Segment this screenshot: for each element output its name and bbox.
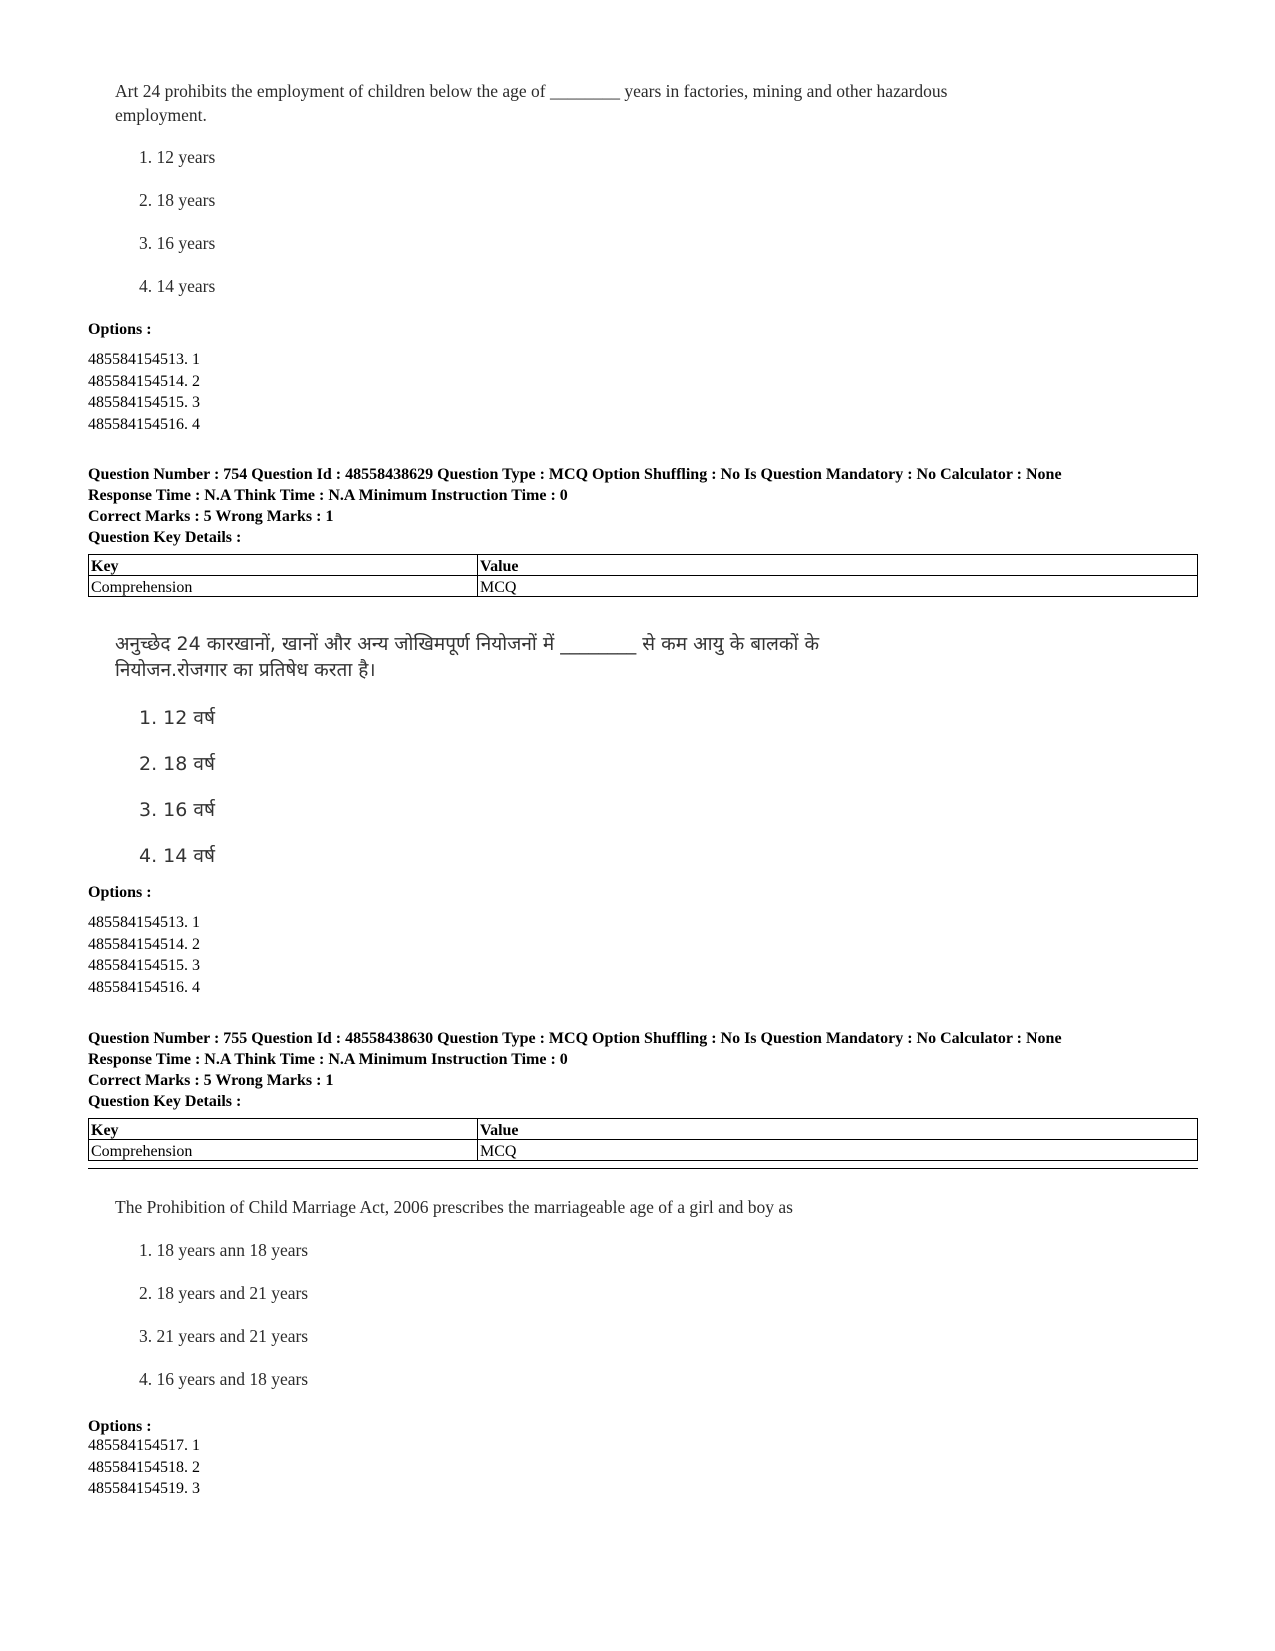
question-image-art24-en: [115, 80, 975, 296]
question-meta-line: Correct Marks : 5 Wrong Marks : 1: [88, 1072, 334, 1089]
option-id: 485584154517. 1: [88, 1437, 200, 1454]
table-header-key: Key: [89, 555, 478, 576]
question-option: 3. 16 years: [139, 233, 216, 253]
option-id: 485584154516. 4: [88, 415, 200, 433]
question-option: 4. 16 years and 18 years: [139, 1369, 309, 1389]
table-cell-key: Comprehension: [89, 1140, 478, 1161]
option-id-list: [88, 1435, 200, 1500]
question-option: 2. 18 years and 21 years: [139, 1283, 309, 1303]
question-text: The Prohibition of Child Marriage Act, 2006 prescribes the marriageable age of a girl and boy as: [115, 1197, 793, 1217]
question-option: 1. 12 वर्ष: [139, 707, 215, 729]
option-id-list: [88, 349, 200, 435]
question-meta-line: Question Number : 755 Question Id : 48558438630 Question Type : MCQ Option Shuffling : No Is Question Mandatory : No Calculator : None: [88, 1030, 1062, 1047]
option-id-list: [88, 912, 200, 998]
question-meta-line: Response Time : N.A Think Time : N.A Minimum Instruction Time : 0: [88, 1051, 568, 1068]
question-option: 4. 14 years: [139, 276, 216, 296]
table-cell-value: MCQ: [478, 576, 1198, 597]
options-label: Options :: [88, 1418, 152, 1435]
question-option: 2. 18 years: [139, 190, 216, 210]
option-id: 485584154514. 2: [88, 372, 200, 390]
table-header-value: Value: [478, 1119, 1198, 1140]
option-id: 485584154519. 3: [88, 1480, 200, 1497]
option-id: 485584154515. 3: [88, 394, 200, 411]
key-value-table: [88, 554, 1198, 597]
question-meta-line: Response Time : N.A Think Time : N.A Minimum Instruction Time : 0: [88, 487, 568, 504]
question-image-art24-hi: [115, 632, 875, 867]
question-meta-line: Correct Marks : 5 Wrong Marks : 1: [88, 508, 334, 525]
question-image-child-marriage: [115, 1196, 975, 1389]
section-divider: [88, 1168, 1198, 1169]
question-option: 4. 14 वर्ष: [139, 845, 215, 867]
option-id: 485584154513. 1: [88, 914, 200, 931]
key-value-table: [88, 1118, 1198, 1161]
table-header-value: Value: [478, 555, 1198, 576]
option-id: 485584154516. 4: [88, 978, 200, 996]
table-cell-value: MCQ: [478, 1140, 1198, 1161]
key-details-label: Question Key Details :: [88, 529, 242, 546]
question-text: अनुच्छेद 24 कारखानों, खानों और अन्य जोखिमपूर्ण नियोजनों में ________ से कम आयु के बालकों के नियोजन.रोजगार का प्रतिषेध करता है।: [115, 633, 820, 681]
option-id: 485584154514. 2: [88, 935, 200, 953]
question-option: 3. 21 years and 21 years: [139, 1326, 309, 1346]
table-header-key: Key: [89, 1119, 478, 1140]
question-option: 3. 16 वर्ष: [139, 799, 215, 821]
options-label: Options :: [88, 321, 152, 338]
table-cell-key: Comprehension: [89, 576, 478, 597]
option-id: 485584154513. 1: [88, 351, 200, 368]
question-option: 1. 18 years ann 18 years: [139, 1240, 309, 1260]
options-label: Options :: [88, 884, 152, 901]
key-details-label: Question Key Details :: [88, 1093, 242, 1110]
option-id: 485584154515. 3: [88, 957, 200, 974]
question-option: 2. 18 वर्ष: [139, 753, 215, 775]
option-id: 485584154518. 2: [88, 1458, 200, 1476]
question-meta-line: Question Number : 754 Question Id : 48558438629 Question Type : MCQ Option Shuffling : No Is Question Mandatory : No Calculator : None: [88, 466, 1062, 483]
question-text: Art 24 prohibits the employment of children below the age of ________ years in factories, mining and other hazardous employment.: [115, 81, 948, 125]
question-option: 1. 12 years: [139, 147, 216, 167]
